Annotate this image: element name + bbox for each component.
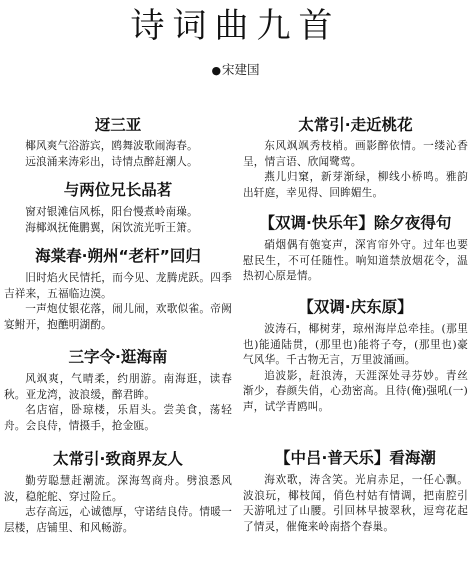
poem-paragraph: 风飒爽，气晴柔，约朋游。南海逛，读春秋。亚龙湾，波浪缓，醉君眸。 bbox=[4, 373, 232, 401]
poem-line: 窗对银滩信风栎，阳台慢煮岭南璪。 bbox=[25, 206, 198, 218]
poem-line: 椰风爽气浴游宾，鸥舞波歌闹海春。 bbox=[25, 140, 198, 152]
poem-heading: 海棠春·朔州“老杆”回归 bbox=[35, 247, 201, 265]
poem-paragraph: 东风飒飒秀枝梢。画影醉依情。一缕沁香呈，情言语、欣闻鹭莺。 bbox=[243, 140, 468, 168]
author-line bbox=[0, 62, 471, 79]
author-name: 宋建国 bbox=[222, 62, 260, 77]
poem-heading: 太常引·走近桃花 bbox=[298, 116, 413, 134]
poem-body bbox=[4, 474, 232, 536]
poem-body bbox=[243, 322, 468, 416]
poem-title: 诗词曲九首 bbox=[130, 6, 341, 46]
poem-paragraph: 追波影，赶浪涛，天涯深处寻芬妙。青丝渐少，春颜失俏，心劲密高。且待(俺)强吼(一)声，试学青鸥叫。 bbox=[243, 369, 468, 413]
poem-paragraph: 旧时焰火民情托，而今见、龙腾虎跃。四季吉祥来，五福临边漠。 bbox=[4, 272, 232, 300]
poem-paragraph: 志存高远，心诚德厚，守诺结良侍。情暖一层楼，店铺里、和风畅游。 bbox=[4, 506, 232, 534]
poem-paragraph: 燕儿归窠，新芽渐绿，柳线小桥鸣。雅韵出轩庭，幸见得、回眸媚生。 bbox=[243, 171, 468, 199]
poem-body bbox=[243, 139, 468, 201]
poem-paragraph: 海欢歌，涛含笑。光肩赤足，一任心飘。波浪玩，椰枝闻，俏色村姑有情调，把南腔引天游吼过了山腰。引回林早披翠秋，逗弯花起了情灵，催俺来岭南搭个春巢。 bbox=[243, 474, 468, 533]
poem-paragraph: 名店宿，卧琼楼，乐眉头。尝美食，荡轻舟。会良侍，情摄手，抢金瓯。 bbox=[4, 404, 232, 432]
poem-line: 海椰飒抚俺鹏翼，闲饮流光听王箫。 bbox=[25, 221, 198, 234]
poem-body bbox=[243, 473, 468, 535]
poem-body bbox=[4, 372, 232, 434]
poem-body bbox=[4, 205, 232, 236]
poem-paragraph: 勤劳聪慧赶潮流。深海驾商舟。劈浪悉风波，稳舵舵、穿过险丘。 bbox=[4, 475, 232, 503]
poem-heading: 【中吕·普天乐】看海潮 bbox=[275, 449, 436, 467]
poem-heading: 【双调·快乐年】除夕夜得句 bbox=[259, 214, 452, 232]
bullet-icon: ● bbox=[211, 64, 222, 77]
poem-body bbox=[4, 271, 232, 333]
poem-heading: 三字令·逛海南 bbox=[68, 348, 168, 366]
poem-heading: 迓三亚 bbox=[94, 116, 142, 134]
poem-body bbox=[4, 139, 232, 170]
poem-heading: 与两位兄长品茗 bbox=[63, 181, 173, 199]
poem-paragraph: 硝烟偶有匏宴声，深宵帘外守。过年也要慰民生，不可任随性。响知道禁放烟花令，温热初心原是情。 bbox=[243, 239, 468, 283]
poem-paragraph: 波涛石，椰树芽，琼州海岸总牵挂。(那里也)能通陆贯，(那里也)能将子夸，(那里也)豪气风华。千古物无言，万里波涌画。 bbox=[243, 323, 468, 367]
poem-line: 远浪涌来涛彩出，诗情点醉赶潮人。 bbox=[25, 155, 198, 168]
poem-body bbox=[243, 238, 468, 285]
poem-heading: 太常引·致商界友人 bbox=[53, 450, 183, 468]
poem-heading: 【双调·庆东原】 bbox=[298, 298, 413, 316]
poem-paragraph: 一声炮仗银花落，闹儿闹，欢歌似雀。帝阙宴鲋开，抱醮明湖酌。 bbox=[4, 303, 232, 331]
